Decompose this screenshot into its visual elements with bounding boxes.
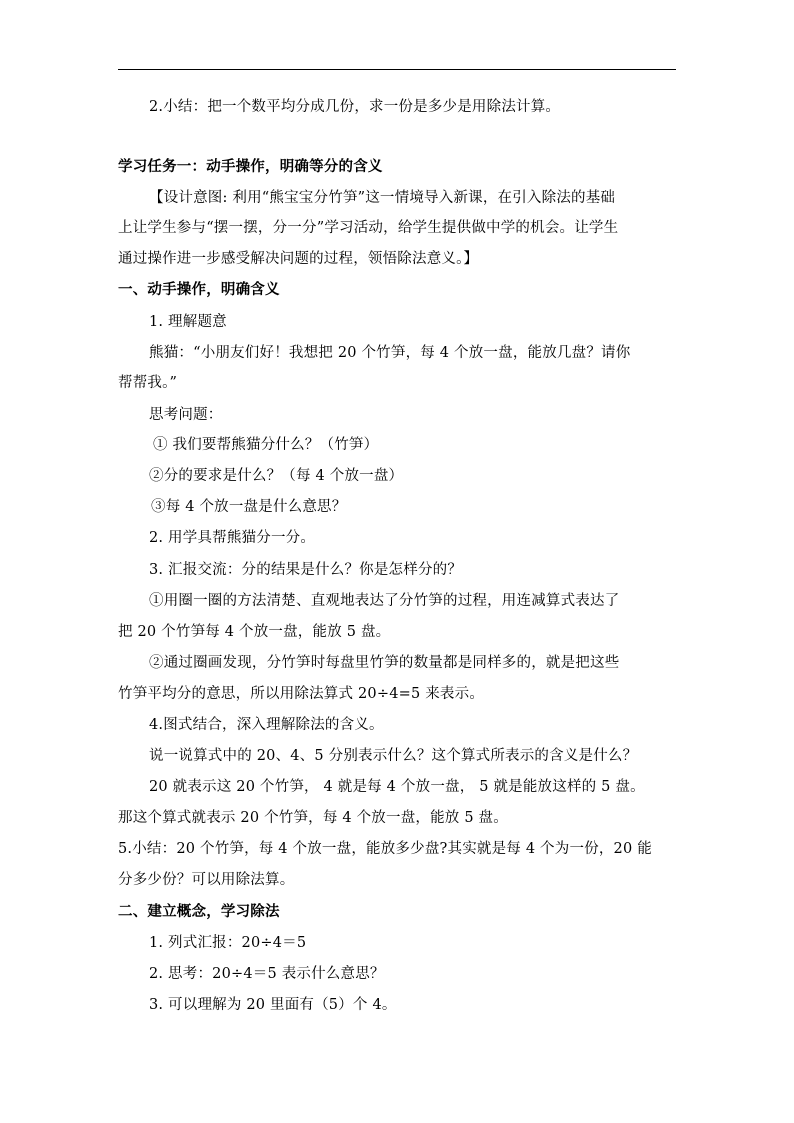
report-1-line-1: ①用圈一圈的方法清楚、直观地表达了分竹笋的过程，用连减算式表达了 — [149, 593, 620, 609]
section-2-item-1: 1. 列式汇报：20÷4＝5 — [149, 935, 307, 951]
summary-line: 2.小结：把一个数平均分成几份，求一份是多少是用除法计算。 — [149, 99, 561, 115]
question-2: ②分的要求是什么？（每 4 个放一盘） — [149, 468, 404, 484]
design-intent-line-3: 通过操作进一步感受解决问题的过程，领悟除法意义。】 — [118, 251, 479, 267]
task-heading: 学习任务一：动手操作，明确等分的含义 — [118, 158, 383, 175]
design-intent-line-1: 【设计意图: 利用“熊宝宝分竹笋”这一情境导入新课，在引入除法的基础 — [149, 190, 616, 206]
step-2: 2. 用学具帮熊猫分一分。 — [149, 530, 316, 546]
question-1: ① 我们要帮熊猫分什么？（竹笋） — [153, 437, 379, 453]
step-1: 1. 理解题意 — [149, 314, 227, 330]
step-4: 4.图式结合，深入理解除法的含义。 — [149, 717, 384, 733]
summary-5-line-1: 5.小结：20 个竹笋，每 4 个放一盘，能放多少盘?其实就是每 4 个为一份，20 能 — [118, 841, 652, 857]
section-2-title: 二、建立概念，学习除法 — [118, 903, 280, 920]
explain-line-1: 说一说算式中的 20、4、5 分别表示什么？这个算式所表示的含义是什么？ — [149, 748, 638, 764]
explain-line-2: 20 就表示这 20 个竹笋， 4 就是每 4 个放一盘， 5 就是能放这样的 5 盘。 — [149, 779, 645, 795]
design-intent-line-2: 上让学生参与“摆一摆，分一分”学习活动，给学生提供做中学的机会。让学生 — [118, 220, 619, 236]
question-3: ③每 4 个放一盘是什么意思？ — [151, 499, 347, 515]
section-2-item-3: 3. 可以理解为 20 里面有（5）个 4。 — [149, 997, 397, 1013]
summary-5-line-2: 分多少份？可以用除法算。 — [118, 872, 295, 888]
think-label: 思考问题： — [149, 407, 223, 423]
explain-line-3: 那这个算式就表示 20 个竹笋，每 4 个放一盘，能放 5 盘。 — [118, 810, 508, 826]
report-2-line-1: ②通过圈画发现，分竹笋时每盘里竹笋的数量都是同样多的，就是把这些 — [149, 655, 620, 671]
panda-speech-line-2: 帮帮我。” — [118, 375, 178, 391]
section-1-title: 一、动手操作，明确含义 — [118, 281, 280, 298]
header-rule — [118, 69, 676, 70]
step-3: 3. 汇报交流：分的结果是什么？你是怎样分的？ — [149, 562, 463, 578]
report-2-line-2: 竹笋平均分的意思，所以用除法算式 20÷4=5 来表示。 — [118, 686, 485, 702]
section-2-item-2: 2. 思考：20÷4＝5 表示什么意思？ — [149, 966, 385, 982]
report-1-line-2: 把 20 个竹笋每 4 个放一盘，能放 5 盘。 — [118, 624, 391, 640]
panda-speech-line-1: 熊猫：“小朋友们好！我想把 20 个竹笋，每 4 个放一盘，能放几盘？请你 — [149, 345, 631, 361]
